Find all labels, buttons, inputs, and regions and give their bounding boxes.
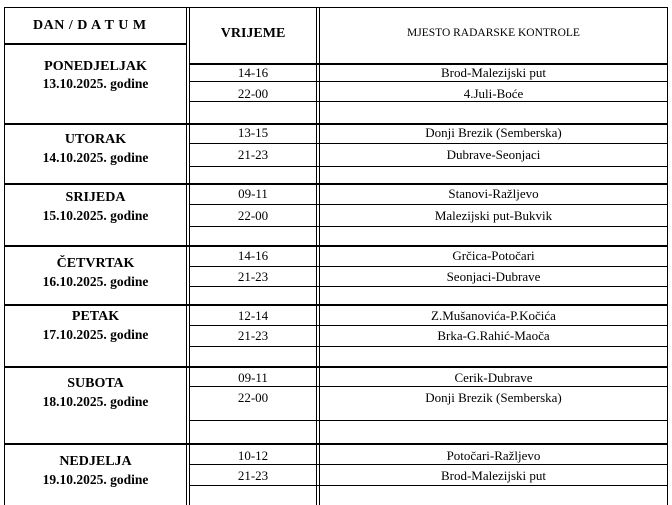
header-location: MJESTO RADARSKE KONTROLE	[407, 27, 580, 39]
slot-time: 22-00	[237, 86, 269, 101]
day-date: 15.10.2025. godine	[42, 208, 149, 223]
row-divider	[190, 420, 667, 421]
day-date: 13.10.2025. godine	[42, 76, 149, 91]
row-divider	[190, 286, 667, 287]
day-date: 14.10.2025. godine	[42, 150, 149, 165]
row-divider	[190, 166, 667, 167]
slot-place: Z.Mušanovića-P.Kočića	[431, 308, 556, 323]
row-divider	[190, 143, 667, 144]
slot-place: Brod-Malezijski put	[440, 65, 547, 80]
row-divider	[190, 204, 667, 205]
row-divider	[190, 325, 667, 326]
day-name: PONEDJELJAK	[44, 59, 147, 74]
slot-place: Potočari-Ražljevo	[446, 448, 541, 463]
slot-time: 21-23	[237, 147, 269, 162]
day-name: SUBOTA	[67, 376, 124, 391]
slot-time: 09-11	[238, 370, 268, 385]
slot-place: Grčica-Potočari	[452, 248, 535, 263]
slot-place: Donji Brezik (Semberska)	[425, 125, 562, 140]
slot-place: Malezijski put-Bukvik	[434, 208, 553, 223]
slot-place: Donji Brezik (Semberska)	[425, 390, 562, 405]
slot-place: Stanovi-Ražljevo	[448, 186, 539, 201]
row-divider	[190, 63, 667, 64]
row-divider	[190, 81, 667, 82]
day-date: 17.10.2025. godine	[42, 327, 149, 342]
day-divider	[4, 443, 668, 445]
day-name: UTORAK	[64, 132, 127, 147]
table-border-right	[667, 7, 668, 505]
slot-time: 22-00	[237, 390, 269, 405]
column-divider	[186, 7, 187, 505]
slot-place: Cerik-Dubrave	[454, 370, 533, 385]
row-divider	[190, 464, 667, 465]
slot-place: Seonjaci-Dubrave	[446, 269, 541, 284]
slot-time: 21-23	[237, 269, 269, 284]
slot-place: 4.Juli-Boće	[463, 86, 524, 101]
slot-place: Brod-Malezijski put	[440, 468, 547, 483]
slot-place: Dubrave-Seonjaci	[446, 147, 541, 162]
day-date: 19.10.2025. godine	[42, 472, 149, 487]
header-divider	[4, 43, 187, 45]
row-divider	[190, 485, 667, 486]
slot-time: 22-00	[237, 208, 269, 223]
slot-time: 14-16	[237, 248, 269, 263]
slot-time: 21-23	[237, 468, 269, 483]
slot-time: 10-12	[237, 448, 269, 463]
day-divider	[4, 366, 668, 368]
slot-place: Brka-G.Rahić-Maoča	[437, 328, 550, 343]
day-name: NEDJELJA	[59, 454, 132, 469]
slot-time: 21-23	[237, 328, 269, 343]
day-date: 16.10.2025. godine	[42, 274, 149, 289]
header-time: VRIJEME	[220, 26, 286, 41]
day-divider	[4, 183, 668, 185]
slot-time: 14-16	[237, 65, 269, 80]
day-divider	[4, 304, 668, 306]
row-divider	[190, 266, 667, 267]
row-divider	[190, 226, 667, 227]
day-date: 18.10.2025. godine	[42, 394, 149, 409]
day-name: PETAK	[71, 309, 120, 324]
slot-time: 12-14	[237, 308, 269, 323]
slot-time: 09-11	[238, 186, 268, 201]
row-divider	[190, 346, 667, 347]
slot-time: 13-15	[237, 125, 269, 140]
day-name: SRIJEDA	[65, 190, 126, 205]
day-name: ČETVRTAK	[56, 256, 135, 271]
header-day-date: DAN / D A T U M	[33, 18, 147, 33]
day-divider	[4, 245, 668, 247]
table-border-top	[4, 7, 668, 8]
row-divider	[190, 386, 667, 387]
